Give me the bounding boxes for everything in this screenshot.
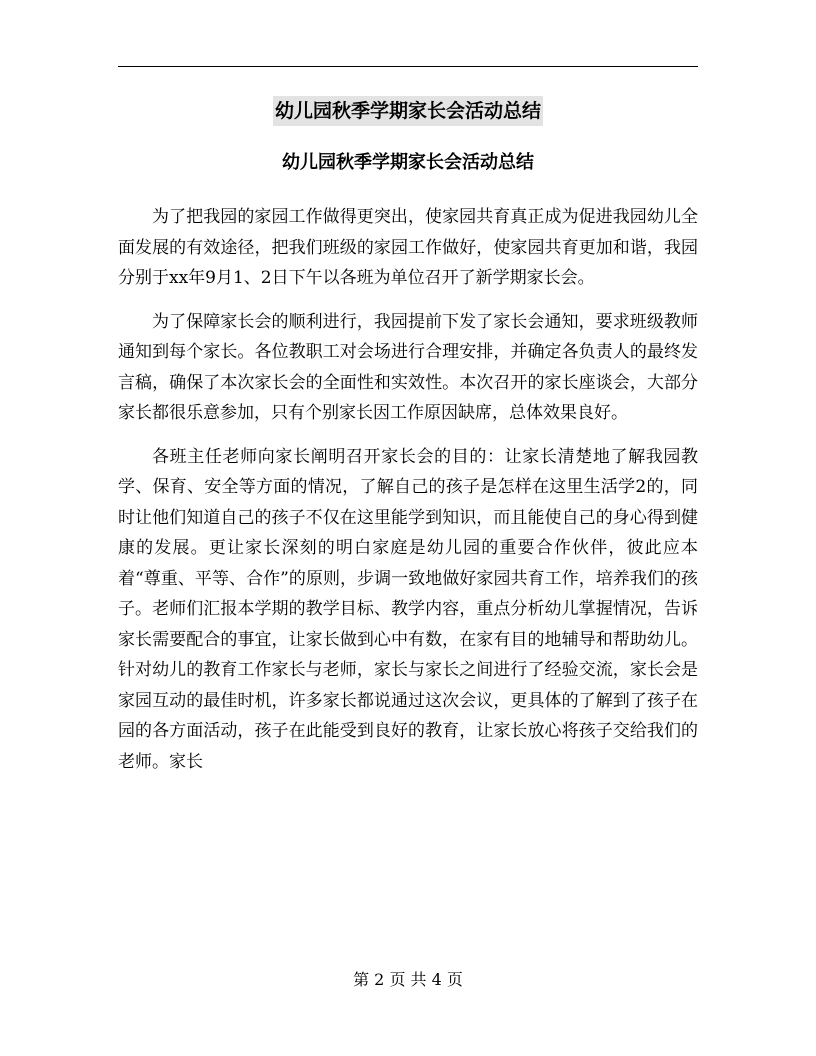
document-header-title bbox=[0, 96, 816, 126]
paragraph-2: 为了保障家长会的顺利进行，我园提前下发了家长会通知，要求班级教师通知到每个家长。各位教职工对会场进行合理安排，并确定各负责人的最终发言稿，确保了本次家长会的全面性和实效性。本次召开的家长座谈会，大部分家长都很乐意参加，只有个别家长因工作原因缺席，总体效果良好。 bbox=[118, 311, 698, 423]
page-number-footer: 第 2 页 共 4 页 bbox=[353, 970, 463, 989]
document-body bbox=[118, 202, 698, 790]
header-rule bbox=[118, 66, 698, 67]
header-title-text: 幼儿园秋季学期家长会活动总结 bbox=[273, 96, 543, 126]
paragraph-1: 为了把我园的家园工作做得更突出，使家园共育真正成为促进我园幼儿全面发展的有效途径，把我们班级的家园工作做好，使家园共育更加和谐，我园分别于xx年9月1、2日下午以各班为单位召开了新学期家长会。 bbox=[118, 207, 698, 288]
paragraph-3: 各班主任老师向家长阐明召开家长会的目的：让家长清楚地了解我园教学、保育、安全等方面的情况，了解自己的孩子是怎样在这里生活学2的，同时让他们知道自己的孩子不仅在这里能学到知识，而且能使自己的身心得到健康的发展。更让家长深刻的明白家庭是幼儿园的重要合作伙伴，彼此应本着“尊重、平等、合作”的原则，步调一致地做好家园共育工作，培养我们的孩子。老师们汇报本学期的教学目标、教学内容，重点分析幼儿掌握情况，告诉家长需要配合的事宜，让家长做到心中有数，在家有目的地辅导和帮助幼儿。针对幼儿的教育工作家长与老师，家长与家长之间进行了经验交流，家长会是家园互动的最佳时机，许多家长都说通过这次会议，更具体的了解到了孩子在园的各方面活动，孩子在此能受到良好的教育，让家长放心将孩子交给我们的老师。家长 bbox=[118, 446, 698, 772]
document-subtitle: 幼儿园秋季学期家长会活动总结 bbox=[282, 152, 534, 173]
